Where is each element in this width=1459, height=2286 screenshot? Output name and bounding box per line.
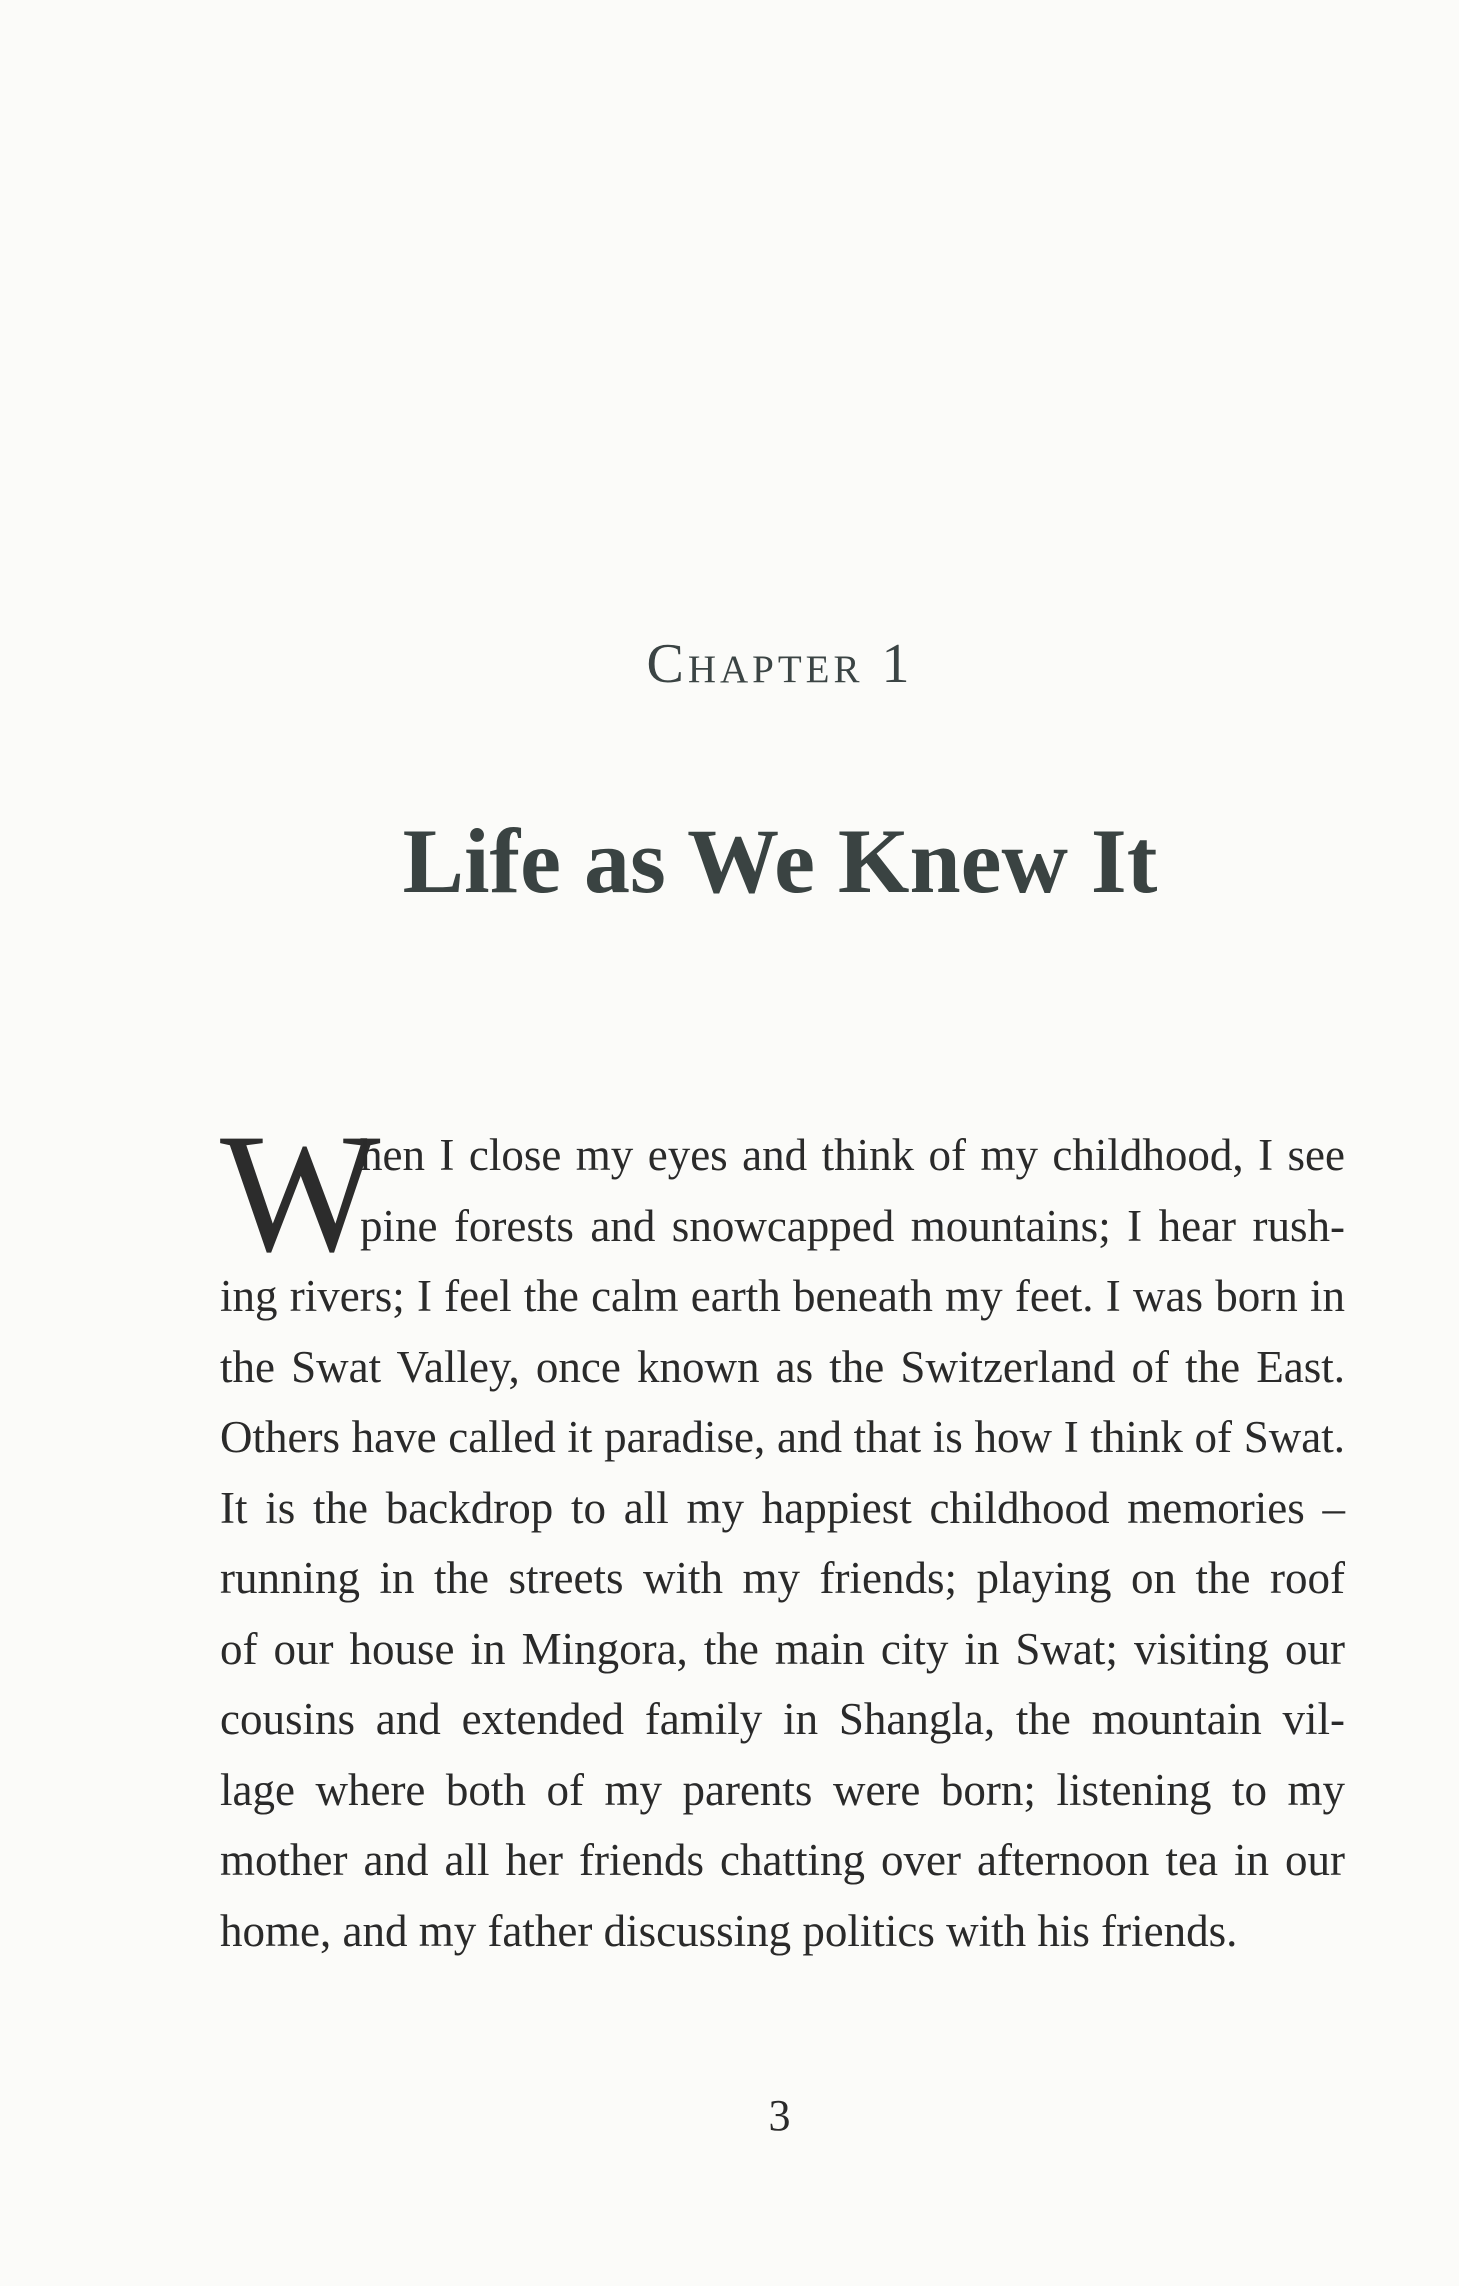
body-line: the Swat Valley, once known as the Switzerland of the East. <box>220 1341 1345 1392</box>
body-line: pine forests and snowcapped mountains; I hear rush- <box>360 1200 1345 1251</box>
page-number: 3 <box>768 2091 791 2140</box>
body-line: It is the backdrop to all my happiest childhood memories – <box>220 1482 1345 1533</box>
body-line: lage where both of my parents were born; listening to my <box>220 1764 1345 1815</box>
chapter-label: Chapter 1 <box>646 633 914 695</box>
drop-cap: W <box>220 1099 381 1287</box>
body-line: running in the streets with my friends; playing on the roof <box>220 1553 1345 1603</box>
body-paragraph <box>220 1120 1345 1966</box>
chapter-title: Life as We Knew It <box>402 810 1158 912</box>
body-line: ing rivers; I feel the calm earth beneath my feet. I was born in <box>220 1271 1345 1321</box>
body-line: hen I close my eyes and think of my childhood, I see <box>360 1130 1345 1180</box>
body-line-last: home, and my father discussing politics with his friends. <box>220 1905 1238 1956</box>
body-line: cousins and extended family in Shangla, the mountain vil- <box>220 1694 1345 1744</box>
body-line: Others have called it paradise, and that is how I think of Swat. <box>220 1412 1345 1462</box>
body-line: mother and all her friends chatting over afternoon tea in our <box>220 1835 1345 1885</box>
body-line: of our house in Mingora, the main city in Swat; visiting our <box>220 1623 1345 1674</box>
